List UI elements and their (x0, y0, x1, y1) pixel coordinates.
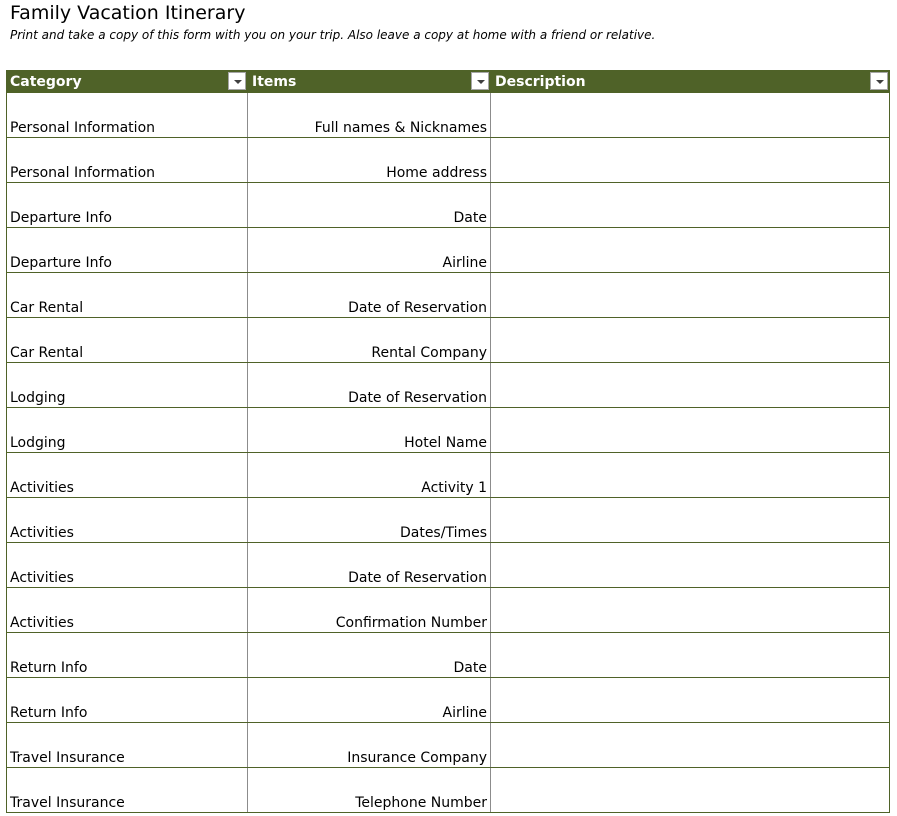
filter-dropdown-icon[interactable] (870, 72, 888, 90)
items-cell[interactable]: Airline (248, 228, 491, 272)
page-subtitle: Print and take a copy of this form with you on your trip. Also leave a copy at home with a friend or relative. (10, 28, 656, 42)
description-cell[interactable] (491, 363, 890, 407)
items-cell[interactable]: Rental Company (248, 318, 491, 362)
column-header-label: Items (252, 74, 297, 90)
description-cell[interactable] (491, 678, 890, 722)
column-header-label: Category (10, 74, 82, 90)
category-cell[interactable]: Lodging (7, 363, 248, 407)
table-header (6, 70, 890, 93)
description-cell[interactable] (491, 768, 890, 812)
category-cell[interactable]: Lodging (7, 408, 248, 452)
table-row (7, 363, 890, 408)
items-cell[interactable]: Airline (248, 678, 491, 722)
itinerary-table (6, 70, 890, 813)
description-cell[interactable] (491, 408, 890, 452)
description-cell[interactable] (491, 543, 890, 587)
description-cell[interactable] (491, 183, 890, 227)
table-row (7, 723, 890, 768)
description-cell[interactable] (491, 588, 890, 632)
description-cell[interactable] (491, 228, 890, 272)
table-row (7, 183, 890, 228)
column-header-description[interactable] (491, 70, 890, 93)
description-cell[interactable] (491, 633, 890, 677)
items-cell[interactable]: Date of Reservation (248, 543, 491, 587)
table-row (7, 318, 890, 363)
items-cell[interactable]: Dates/Times (248, 498, 491, 542)
table-row (7, 543, 890, 588)
table-body (6, 93, 890, 813)
category-cell[interactable]: Activities (7, 543, 248, 587)
description-cell[interactable] (491, 498, 890, 542)
table-row (7, 678, 890, 723)
filter-dropdown-icon[interactable] (228, 72, 246, 90)
table-row (7, 588, 890, 633)
table-row (7, 138, 890, 183)
table-row (7, 228, 890, 273)
items-cell[interactable]: Confirmation Number (248, 588, 491, 632)
items-cell[interactable]: Activity 1 (248, 453, 491, 497)
table-row (7, 633, 890, 678)
items-cell[interactable]: Telephone Number (248, 768, 491, 812)
category-cell[interactable]: Activities (7, 498, 248, 542)
items-cell[interactable]: Hotel Name (248, 408, 491, 452)
column-header-category[interactable] (6, 70, 248, 93)
category-cell[interactable]: Car Rental (7, 318, 248, 362)
items-cell[interactable]: Full names & Nicknames (248, 93, 491, 137)
description-cell[interactable] (491, 93, 890, 137)
table-row (7, 408, 890, 453)
category-cell[interactable]: Personal Information (7, 93, 248, 137)
category-cell[interactable]: Personal Information (7, 138, 248, 182)
category-cell[interactable]: Return Info (7, 678, 248, 722)
description-cell[interactable] (491, 138, 890, 182)
column-header-items[interactable] (248, 70, 491, 93)
items-cell[interactable]: Date of Reservation (248, 363, 491, 407)
category-cell[interactable]: Departure Info (7, 228, 248, 272)
items-cell[interactable]: Home address (248, 138, 491, 182)
category-cell[interactable]: Departure Info (7, 183, 248, 227)
category-cell[interactable]: Activities (7, 453, 248, 497)
category-cell[interactable]: Travel Insurance (7, 768, 248, 812)
column-header-label: Description (495, 74, 586, 90)
table-row (7, 453, 890, 498)
table-row (7, 93, 890, 138)
category-cell[interactable]: Car Rental (7, 273, 248, 317)
description-cell[interactable] (491, 723, 890, 767)
category-cell[interactable]: Travel Insurance (7, 723, 248, 767)
category-cell[interactable]: Activities (7, 588, 248, 632)
items-cell[interactable]: Date (248, 183, 491, 227)
table-row (7, 768, 890, 813)
page-title: Family Vacation Itinerary (10, 2, 246, 24)
description-cell[interactable] (491, 318, 890, 362)
items-cell[interactable]: Insurance Company (248, 723, 491, 767)
items-cell[interactable]: Date of Reservation (248, 273, 491, 317)
table-row (7, 273, 890, 318)
description-cell[interactable] (491, 453, 890, 497)
description-cell[interactable] (491, 273, 890, 317)
category-cell[interactable]: Return Info (7, 633, 248, 677)
table-row (7, 498, 890, 543)
filter-dropdown-icon[interactable] (471, 72, 489, 90)
items-cell[interactable]: Date (248, 633, 491, 677)
